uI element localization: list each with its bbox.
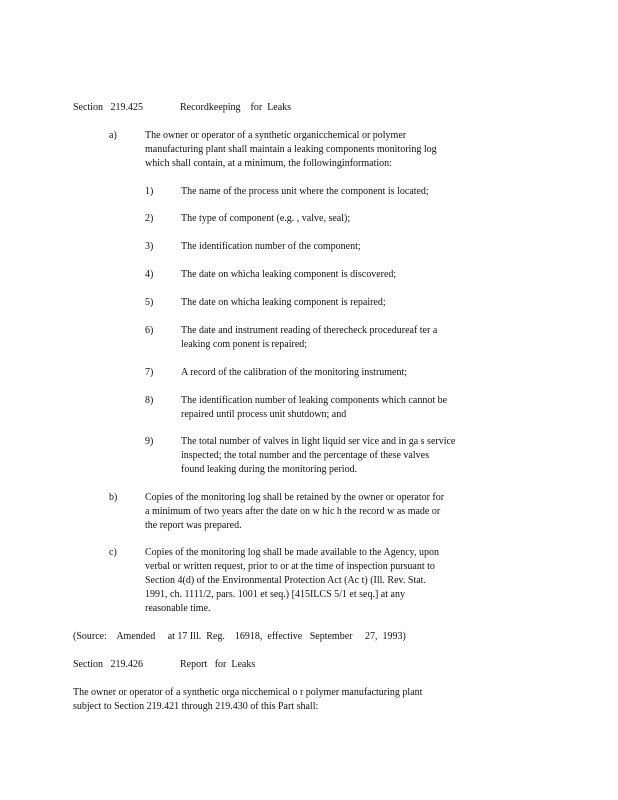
item-8-label: 8) (145, 395, 154, 406)
text-line: The identification number of leaking components which cannot be (181, 395, 448, 406)
text-line: subject to Section 219.421 through 219.430 of this Part shall: (73, 701, 319, 712)
text-line: The type of component (e.g. , valve, seal); (181, 213, 351, 224)
text-line: manufacturing plant shall maintain a leaking components monitoring log (145, 144, 437, 155)
section-219-425-heading (73, 101, 291, 115)
text-line: The date on whicha leaking component is repaired; (181, 297, 386, 308)
item-8-text (181, 394, 447, 422)
item-7-text (181, 366, 407, 380)
text-line: a minimum of two years after the date on w hic h the record w as made or (145, 506, 441, 517)
item-7-label: 7) (145, 367, 154, 378)
subsection-a-label: a) (109, 130, 117, 141)
item-2-label: 2) (145, 213, 154, 224)
text-line: 1991, ch. 1111/2, pars. 1001 et seq.) [415ILCS 5/1 et seq.] at any (145, 589, 405, 600)
section-219-426-heading (73, 658, 255, 672)
text-line: the report was prepared. (145, 520, 242, 531)
source-note: (Source: Amended at 17 Ill. Reg. 16918, effective September 27, 1993) (73, 631, 406, 642)
section-title: Report for Leaks (180, 659, 256, 670)
item-6-text (181, 324, 437, 352)
item-3-text (181, 240, 361, 254)
item-9-text (181, 435, 455, 477)
text-line: verbal or written request, prior to or at the time of inspection pursuant to (145, 561, 435, 572)
subsection-c-text (145, 546, 439, 616)
text-line: The total number of valves in light liquid ser vice and in ga s service (181, 436, 456, 447)
text-line: leaking com ponent is repaired; (181, 339, 308, 350)
text-line: reasonable time. (145, 603, 211, 614)
text-line: Section 4(d) of the Environmental Protection Act (Ac t) (Ill. Rev. Stat. (145, 575, 426, 586)
section-219-426-body (73, 686, 422, 714)
text-line: Copies of the monitoring log shall be retained by the owner or operator for (145, 492, 445, 503)
item-3-label: 3) (145, 241, 154, 252)
subsection-b-text (145, 491, 444, 533)
text-line: The identification number of the component; (181, 241, 361, 252)
item-4-label: 4) (145, 269, 154, 280)
text-line: The date and instrument reading of therecheck procedureaf ter a (181, 325, 438, 336)
text-line: inspected; the total number and the percentage of these valves (181, 450, 429, 461)
text-line: found leaking during the monitoring period. (181, 464, 358, 475)
text-line: The owner or operator of a synthetic orga nicchemical o r polymer manufacturing plant (73, 687, 423, 698)
item-5-text (181, 296, 386, 310)
text-line: which shall contain, at a minimum, the followinginformation: (145, 158, 392, 169)
text-line: A record of the calibration of the monitoring instrument; (181, 367, 408, 378)
item-6-label: 6) (145, 325, 154, 336)
text-line: repaired until process unit shutdown; and (181, 409, 347, 420)
subsection-c-label: c) (109, 547, 117, 558)
subsection-a-text (145, 129, 437, 171)
section-number: Section 219.426 (73, 659, 143, 670)
section-number: Section 219.425 (73, 102, 143, 113)
item-1-label: 1) (145, 186, 154, 197)
item-1-text (181, 185, 429, 199)
text-line: Copies of the monitoring log shall be made available to the Agency, upon (145, 547, 440, 558)
text-line: The date on whicha leaking component is discovered; (181, 269, 397, 280)
item-2-text (181, 212, 350, 226)
text-line: The owner or operator of a synthetic organicchemical or polymer (145, 130, 407, 141)
item-9-label: 9) (145, 436, 154, 447)
item-4-text (181, 268, 396, 282)
section-title: Recordkeeping for Leaks (180, 102, 292, 113)
text-line: The name of the process unit where the component is located; (181, 186, 429, 197)
item-5-label: 5) (145, 297, 154, 308)
subsection-b-label: b) (109, 492, 118, 503)
